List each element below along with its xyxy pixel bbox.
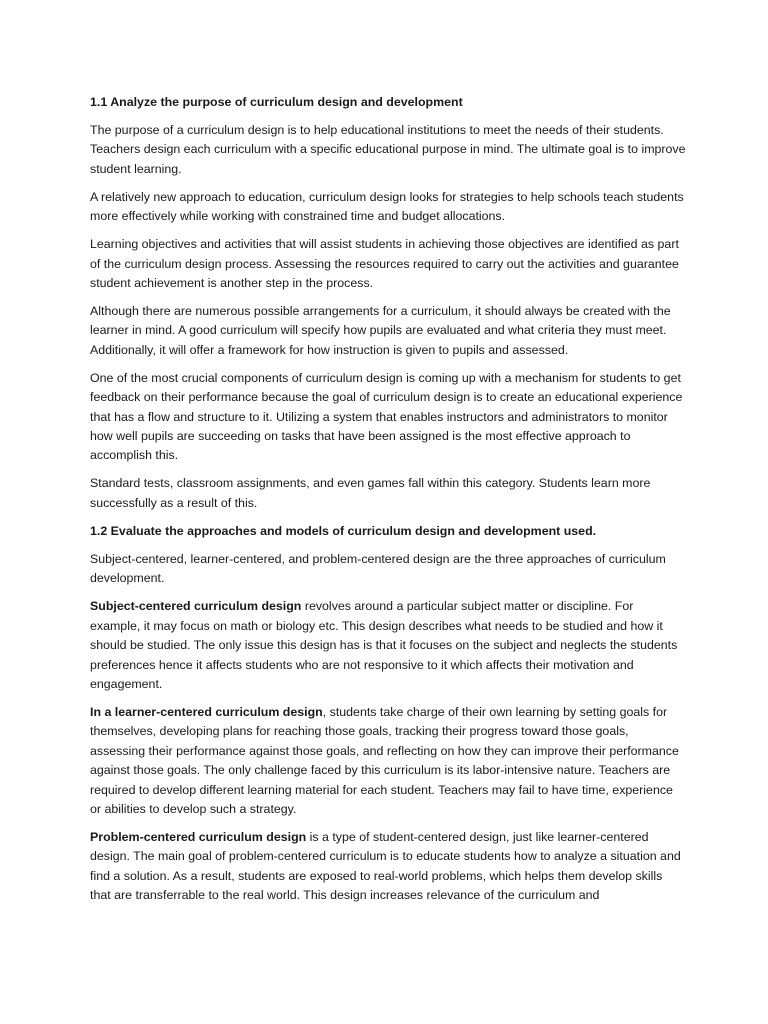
section-heading-1-1: 1.1 Analyze the purpose of curriculum design and development — [90, 95, 463, 109]
section-heading-1-2: 1.2 Evaluate the approaches and models of curriculum design and development used. — [90, 523, 597, 538]
paragraph-new-approach: A relatively new approach to education, curriculum design looks for strategies to help schools teach students more effectively while working with constrained time and budget allocations. — [90, 189, 684, 224]
paragraph-feedback-mechanism: One of the most crucial components of curriculum design is coming up with a mechanism for students to get feedback on their performance because the goal of curriculum design is to create an educational experience that has a flow and structure to it. Utilizing a system that enables instructors and administrators to monitor how well pupils are succeeding on tasks that have been assigned is the most effective approach to accomplish this. — [90, 370, 683, 463]
paragraph-problem-centered-text: is a type of student-centered design, just like learner-centered design. The main goal of problem-centered curriculum is to educate students how to analyze a situation and find a solution. As a result, students are exposed to real-world problems, which helps them develop skills that are transferrable to the real world. This design increases relevance of the curriculum and — [90, 829, 681, 903]
paragraph-learner-centered-text: , students take charge of their own learning by setting goals for themselves, developing plans for reaching those goals, tracking their progress toward those goals, assessing their performance against those goals, and reflecting on how they can improve their performance against those goals. The only challenge faced by this curriculum is its labor-intensive nature. Teachers are required to develop different learning material for each student. Teachers may fail to have time, experience or abilities to develop such a strategy. — [90, 704, 679, 816]
paragraph-learner-centered — [90, 703, 686, 819]
paragraph-purpose: The purpose of a curriculum design is to help educational institutions to meet the needs of their students. Teachers design each curriculum with a specific educational purpose in mind. The ultimate goal is to improve student learning. — [90, 123, 686, 176]
paragraph-learning-objectives: Learning objectives and activities that will assist students in achieving those objectives are identified as part of the curriculum design process. Assessing the resources required to carry out the activities and guarantee student achievement is another step in the process. — [90, 237, 679, 291]
paragraph-subject-centered-text: revolves around a particular subject matter or discipline. For example, it may focus on math or biology etc. This design describes what needs to be studied and how it should be studied. The only issue this design has is that it focuses on the subject and neglects the students preferences hence it affects students who are not responsive to it which affects their motivation and engagement. — [90, 599, 678, 691]
term-problem-centered: Problem-centered curriculum design — [90, 829, 307, 844]
paragraph-subject-centered — [90, 597, 686, 694]
paragraph-arrangements: Although there are numerous possible arrangements for a curriculum, it should always be created with the learner in mind. A good curriculum will specify how pupils are evaluated and what criteria they must meet. Additionally, it will offer a framework for how instruction is given to pupils and assessed. — [90, 304, 671, 357]
paragraph-three-approaches: Subject-centered, learner-centered, and problem-centered design are the three approaches of curriculum development. — [90, 551, 666, 586]
document-body — [90, 93, 686, 914]
term-subject-centered: Subject-centered curriculum design — [90, 599, 302, 614]
paragraph-problem-centered — [90, 828, 686, 906]
term-learner-centered: In a learner-centered curriculum design — [90, 704, 323, 719]
paragraph-standard-tests: Standard tests, classroom assignments, and even games fall within this category. Students learn more successfully as a result of this. — [90, 476, 651, 510]
